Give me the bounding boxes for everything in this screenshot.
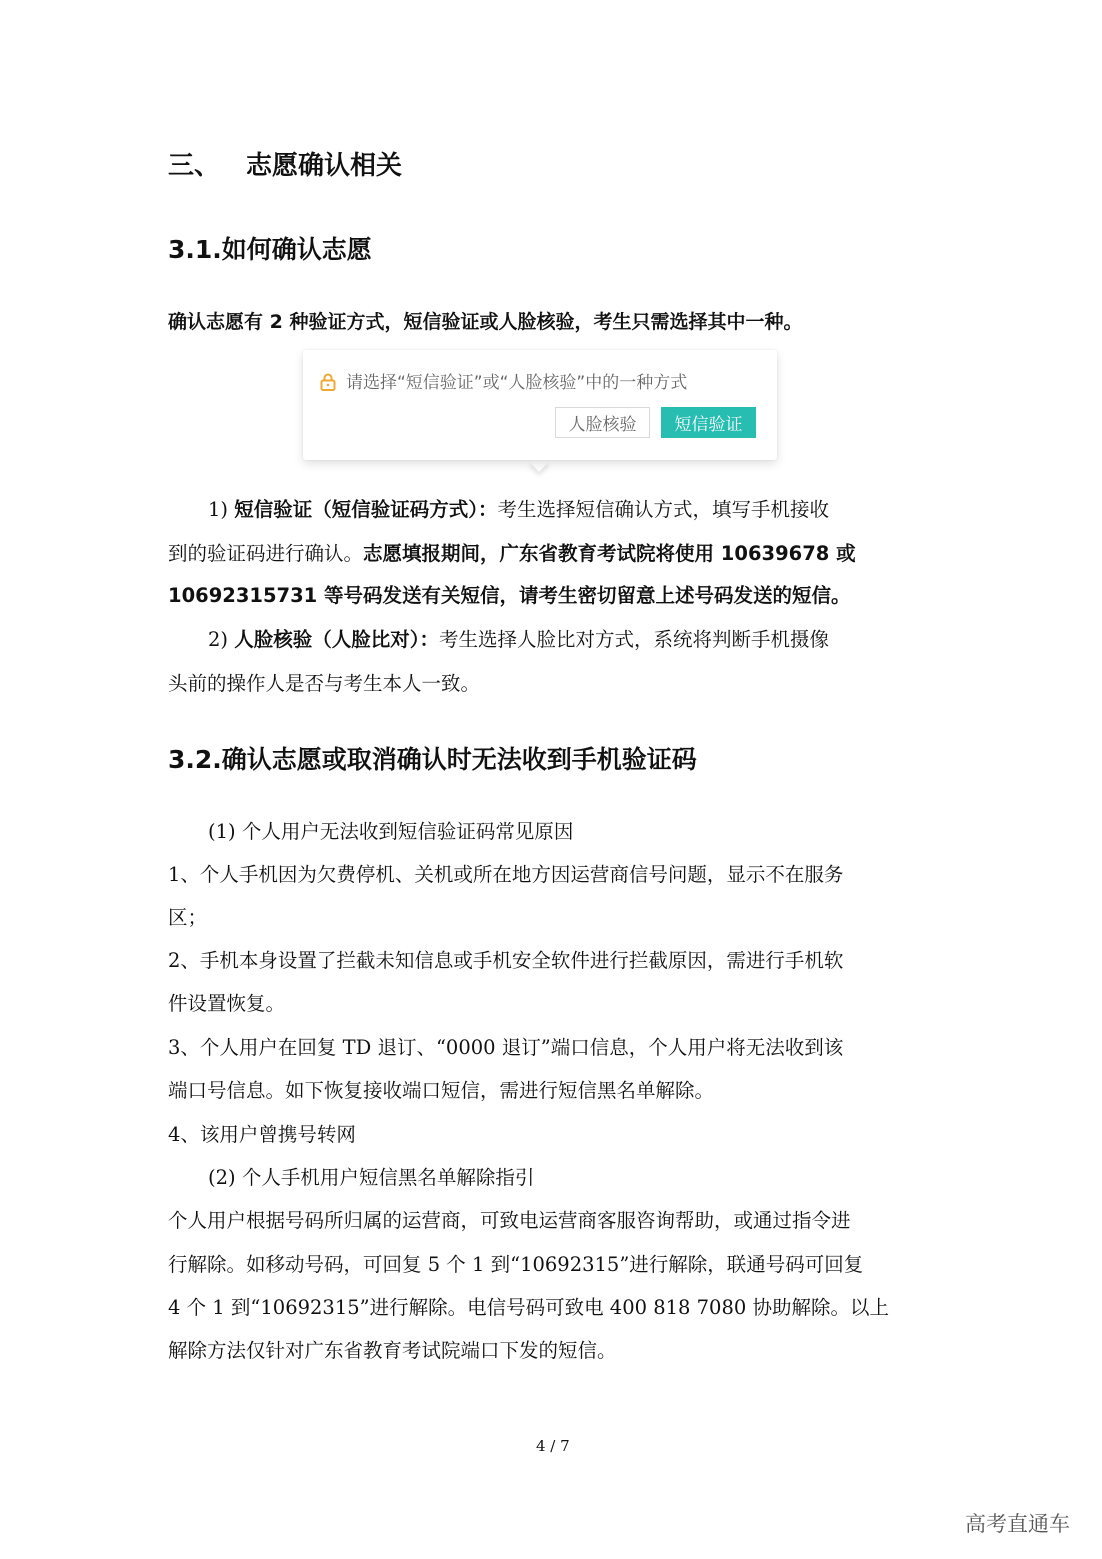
paragraph-line: 个人用户根据号码所归属的运营商，可致电运营商客服咨询帮助，或通过指令进 — [168, 1209, 851, 1232]
subsection-heading-3-2: 3.2.确认志愿或取消确认时无法收到手机验证码 — [168, 745, 697, 774]
paragraph-line: 4 个 1 到“10692315”进行解除。电信号码可致电 400 818 7080 协助解除。以上 — [168, 1296, 889, 1319]
paragraph-line: 解除方法仅针对广东省教育考试院端口下发的短信。 — [168, 1339, 617, 1362]
popup-message — [320, 368, 687, 393]
popup-message-text: 请选择“短信验证”或“人脸核验”中的一种方式 — [346, 373, 688, 393]
subsection-heading-3-1: 3.1.如何确认志愿 — [168, 235, 372, 264]
item-1-number: 1) — [208, 498, 229, 521]
sms-verify-button[interactable]: 短信验证 — [661, 407, 756, 438]
item-1-line-2 — [168, 538, 856, 566]
item-1-bold: 短信验证（短信验证码方式）： — [234, 498, 498, 521]
paragraph-line: 2、手机本身设置了拦截未知信息或手机安全软件进行拦截原因，需进行手机软 — [168, 949, 844, 972]
item-2-text: 考生选择人脸比对方式，系统将判断手机摄像 — [438, 628, 829, 651]
face-verify-button[interactable]: 人脸核验 — [555, 407, 650, 438]
paragraph-line: 1、个人手机因为欠费停机、关机或所在地方因运营商信号问题，显示不在服务 — [168, 863, 844, 886]
lead-paragraph: 确认志愿有 2 种验证方式，短信验证或人脸核验，考生只需选择其中一种。 — [168, 311, 803, 333]
paragraph-line: 区； — [168, 906, 208, 929]
section-heading — [168, 145, 402, 182]
verification-popup — [303, 350, 777, 460]
paragraph-line: 件设置恢复。 — [168, 992, 286, 1015]
item-2-number: 2) — [208, 628, 229, 651]
paragraph-line: 端口号信息。如下恢复接收端口短信，需进行短信黑名单解除。 — [168, 1079, 715, 1102]
item-1-line-1 — [208, 494, 829, 522]
section-title: 志愿确认相关 — [246, 151, 403, 181]
paragraph-line: (2) 个人手机用户短信黑名单解除指引 — [208, 1166, 535, 1189]
page-number: 4 / 7 — [536, 1437, 570, 1455]
item-2-line-2: 头前的操作人是否与考生本人一致。 — [168, 672, 481, 695]
item-2-bold: 人脸核验（人脸比对）： — [234, 628, 439, 651]
paragraph-line: 行解除。如移动号码，可回复 5 个 1 到“10692315”进行解除，联通号码可回复 — [168, 1253, 864, 1276]
paragraph-line: 3、个人用户在回复 TD 退订、“0000 退订”端口信息，个人用户将无法收到该 — [168, 1036, 844, 1059]
paragraph-line: (1) 个人用户无法收到短信验证码常见原因 — [208, 820, 574, 843]
item-1-line-2-bold: 志愿填报期间，广东省教育考试院将使用 10639678 或 — [363, 542, 856, 565]
item-1-line-2-normal: 到的验证码进行确认。 — [168, 542, 364, 565]
lock-icon — [320, 373, 336, 391]
item-1-text: 考生选择短信确认方式，填写手机接收 — [497, 498, 829, 521]
section-number: 三、 — [168, 151, 221, 181]
paragraph-line: 4、该用户曾携号转网 — [168, 1123, 356, 1146]
item-1-line-3: 10692315731 等号码发送有关短信，请考生密切留意上述号码发送的短信。 — [168, 584, 851, 607]
item-2-line-1 — [208, 624, 829, 652]
watermark: 高考直通车 — [965, 1512, 1070, 1536]
